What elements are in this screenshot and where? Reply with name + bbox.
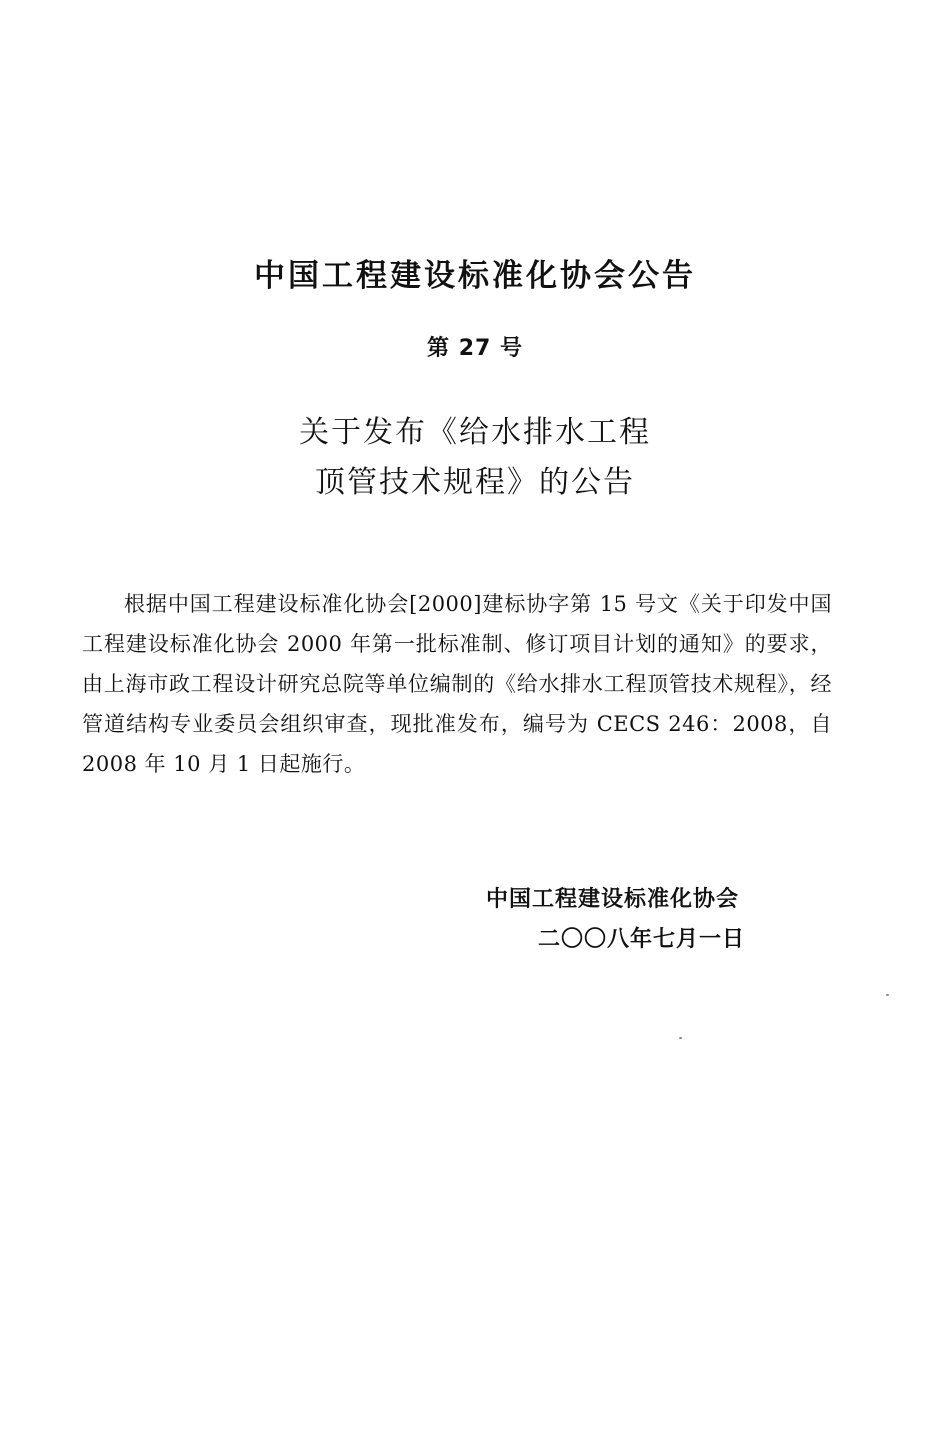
signature-organization: 中国工程建设标准化协会	[486, 887, 740, 912]
organization-announcement-title: 中国工程建设标准化协会公告	[254, 258, 696, 294]
scan-speck	[679, 1037, 682, 1039]
subject-line-2: 顶管技术规程》的公告	[315, 465, 635, 500]
notice-number: 第 27 号	[427, 336, 523, 361]
signature-block	[486, 880, 745, 960]
scan-speck	[886, 994, 889, 996]
signature-date: 二〇〇八年七月一日	[538, 927, 746, 952]
subject-line-1: 关于发布《给水排水工程	[299, 415, 651, 450]
notice-subject	[0, 408, 950, 508]
notice-body-paragraph: 根据中国工程建设标准化协会[2000]建标协字第 15 号文《关于印发中国工程建设标准化协会 2000 年第一批标准制、修订项目计划的通知》的要求，由上海市政工程设计研究总院等单位编制的《给水排水工程顶管技术规程》，经管道结构专业委员会组织审查，现批准发布，编号为 CECS 246：2008，自 2008 年 10 月 1 日起施行。	[82, 592, 832, 776]
